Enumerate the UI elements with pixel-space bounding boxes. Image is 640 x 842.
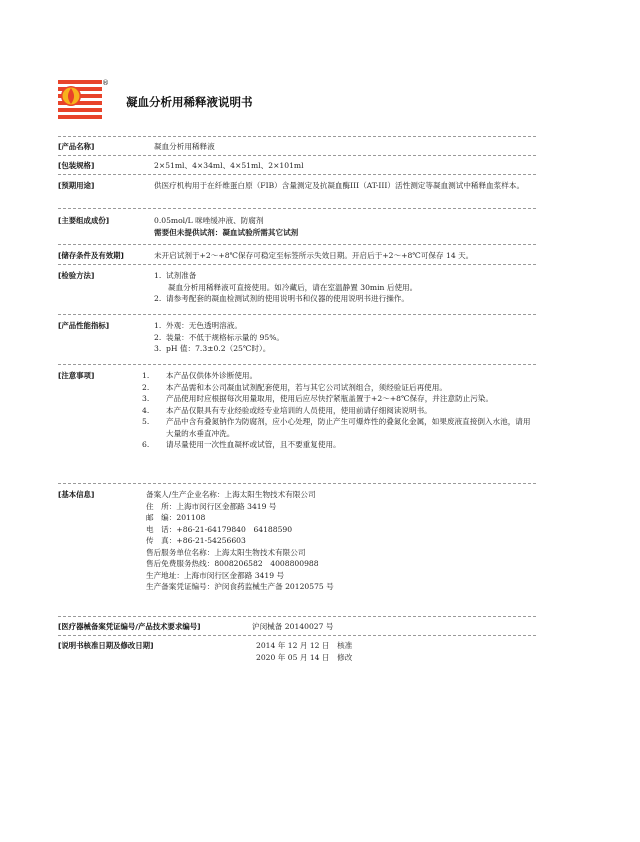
basic-info-line: 邮 编：201108	[146, 513, 206, 522]
performance-item: 装量：不低于规格标示量的 95%。	[166, 332, 285, 342]
divider	[58, 155, 536, 156]
section-label: [基本信息]	[58, 490, 95, 499]
section-label: [产品名称]	[58, 142, 95, 151]
section-label: [说明书核准日期及修改日期]	[58, 641, 154, 650]
precaution-text: 本产品仅供体外诊断使用。	[166, 371, 258, 380]
item-number: 6.	[142, 440, 150, 449]
divider	[58, 264, 536, 265]
basic-info-line: 传 真：+86-21-54256603	[146, 536, 246, 545]
logo-registered-mark: ®	[102, 79, 109, 87]
intended-use-value: 供医疗机构用于在纤维蛋白原（FIB）含量测定及抗凝血酶III（AT-III）活性测定等凝血测试中稀释血浆样本。	[154, 181, 525, 190]
method-item: 试剂准备	[166, 271, 197, 280]
item-number: 2.	[142, 382, 150, 392]
precaution-text: 本产品需和本公司凝血试剂配套使用，若与其它公司试剂组合，须经验证后再使用。	[166, 382, 447, 392]
package-spec-value: 2×51ml、4×34ml、4×51ml、2×101ml	[154, 161, 304, 170]
performance-item: 外观：无色透明溶液。	[166, 321, 242, 330]
section-label: [储存条件及有效期]	[58, 251, 124, 260]
section-label: [医疗器械备案凭证编号/产品技术要求编号]	[58, 622, 201, 631]
item-number: 3.	[154, 344, 162, 353]
precaution-item	[142, 416, 534, 439]
item-number: 2.	[154, 294, 162, 303]
revision-date: 2020 年 05 月 14 日 修改	[256, 652, 353, 662]
item-number: 1.	[154, 271, 162, 280]
company-logo-icon	[58, 78, 108, 122]
required-reagents-note: 需要但未提供试剂：凝血试验所需其它试剂	[154, 227, 299, 237]
method-item: 请参考配套的凝血检测试剂的使用说明书和仪器的使用说明书进行操作。	[166, 294, 409, 303]
item-number: 4.	[142, 405, 150, 415]
precaution-item	[142, 382, 534, 394]
divider	[58, 635, 536, 636]
performance-item: pH 值：7.3±0.2（25℃时）。	[166, 344, 271, 353]
registration-value: 沪闵械备 20140027 号	[252, 622, 334, 631]
item-number: 1.	[142, 371, 150, 380]
storage-value: 未开启试剂于+2～+8℃保存可稳定至标签所示失效日期。开启后于+2～+8℃可保存 14 天。	[154, 251, 474, 260]
item-number: 2.	[154, 332, 162, 342]
basic-info-line: 售后免费服务热线：8008206582 4008800988	[146, 559, 319, 568]
item-number: 5.	[142, 417, 150, 426]
section-label: [注意事项]	[58, 371, 95, 380]
divider	[58, 314, 536, 315]
basic-info-line: 生产备案凭证编号：沪闵食药监械生产备 20120575 号	[146, 582, 334, 591]
precaution-text: 产品使用时应根据每次用量取用，使用后应尽快拧紧瓶盖置于+2～+8℃保存，并注意防止污染。	[166, 394, 494, 403]
divider	[58, 208, 536, 209]
precaution-item	[142, 370, 534, 382]
divider	[58, 364, 536, 365]
divider	[58, 244, 536, 245]
section-label: [产品性能指标]	[58, 321, 110, 330]
basic-info-line: 备案人/生产企业名称：上海太阳生物技术有限公司	[146, 490, 316, 499]
item-number: 1.	[154, 321, 162, 330]
precaution-item	[142, 393, 534, 405]
divider	[58, 174, 536, 175]
method-subitem: 凝血分析用稀释液可直接使用。如冷藏后，请在室温静置 30min 后使用。	[168, 282, 418, 292]
section-label: [检验方法]	[58, 271, 95, 280]
product-name-value: 凝血分析用稀释液	[154, 142, 215, 151]
document-title: 凝血分析用稀释液说明书	[126, 95, 253, 109]
basic-info-line: 售后服务单位名称：上海太阳生物技术有限公司	[146, 547, 306, 557]
precaution-text: 产品中含有叠氮钠作为防腐剂，应小心处理，防止产生可爆炸性的叠氮化金属，如果废液直接倒入水池，请用大量的水垂直冲洗。	[166, 417, 531, 438]
basic-info-line: 住 所：上海市闵行区金都路 3419 号	[146, 501, 277, 511]
section-label: [预期用途]	[58, 181, 95, 190]
divider	[58, 616, 536, 617]
precaution-text: 请尽量使用一次性血凝杯或试管，且不要重复使用。	[166, 440, 341, 449]
section-label: [主要组成成份]	[58, 216, 110, 225]
components-line: 0.05mol/L 咪唑缓冲液、防腐剂	[154, 216, 264, 225]
item-number: 3.	[142, 394, 150, 403]
section-label: [包装规格]	[58, 161, 95, 170]
precaution-item	[142, 405, 534, 417]
divider	[58, 136, 536, 137]
basic-info-line: 生产地址：上海市闵行区金都路 3419 号	[146, 570, 285, 580]
divider	[58, 483, 536, 484]
basic-info-line: 电 话：+86-21-64179840 64188590	[146, 524, 293, 534]
precaution-text: 本产品仅限具有专业经验或经专业培训的人员使用，使用前请仔细阅读说明书。	[166, 405, 432, 415]
precaution-item	[142, 439, 534, 451]
approval-date: 2014 年 12 月 12 日 核准	[256, 641, 353, 650]
